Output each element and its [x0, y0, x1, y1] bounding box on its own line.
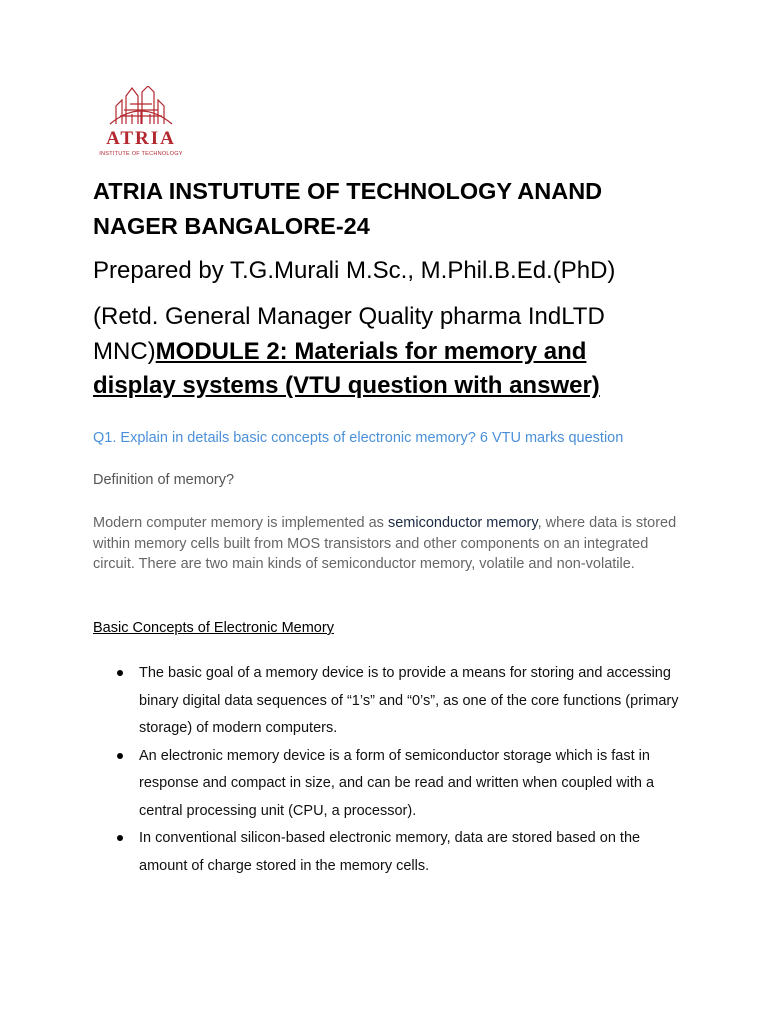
atria-logo-icon [96, 86, 186, 150]
basic-concepts-subheading: Basic Concepts of Electronic Memory [93, 620, 334, 636]
institute-title: ATRIA INSTUTUTE OF TECHNOLOGY ANAND NAGER BANGALORE-24 [93, 178, 603, 239]
bullet-text: In conventional silicon-based electronic memory, data are stored based on the amount of charge stored in the memory cells. [139, 830, 641, 874]
bullet-icon [117, 835, 123, 841]
bullet-icon [117, 670, 123, 676]
bullet-icon [117, 753, 123, 759]
memory-paragraph [93, 513, 683, 575]
paragraph-text-end: , where data is stored within memory cells built from MOS transistors and other components on an integrated circuit. There are two main kinds of semiconductor memory, volatile and non-volatile. [93, 515, 677, 572]
paragraph-text-start: Modern computer memory is implemented as [93, 515, 388, 531]
list-item [93, 825, 683, 880]
list-item [93, 660, 683, 743]
bullet-list [93, 660, 683, 880]
module-title: MODULE 2: Materials for memory and display systems (VTU question with answer) [93, 337, 600, 399]
bullet-text: An electronic memory device is a form of semiconductor storage which is fast in response and compact in size, and can be read and written when coupled with a central processing unit (CPU, a processor). [139, 747, 655, 819]
retd-module-line [93, 300, 673, 404]
list-item [93, 743, 683, 826]
svg-text:ATRIA: ATRIA [106, 128, 176, 149]
bullet-text: The basic goal of a memory device is to provide a means for storing and accessing binary digital data sequences of “1’s” and “0’s”, as one of the core functions (primary storage) of modern computers. [139, 665, 679, 736]
logo-caption: INSTITUTE OF TECHNOLOGY [99, 151, 183, 157]
definition-label: Definition of memory? [93, 472, 235, 488]
question-heading: Q1. Explain in details basic concepts of electronic memory? 6 VTU marks question [93, 430, 624, 446]
atria-logo [96, 86, 186, 162]
retd-prefix: (Retd. General Manager Quality pharma IndLTD MNC) [93, 303, 605, 365]
semiconductor-memory-link[interactable]: semiconductor memory [387, 515, 538, 531]
prepared-by: Prepared by T.G.Murali M.Sc., M.Phil.B.Ed.(PhD) [93, 257, 616, 284]
